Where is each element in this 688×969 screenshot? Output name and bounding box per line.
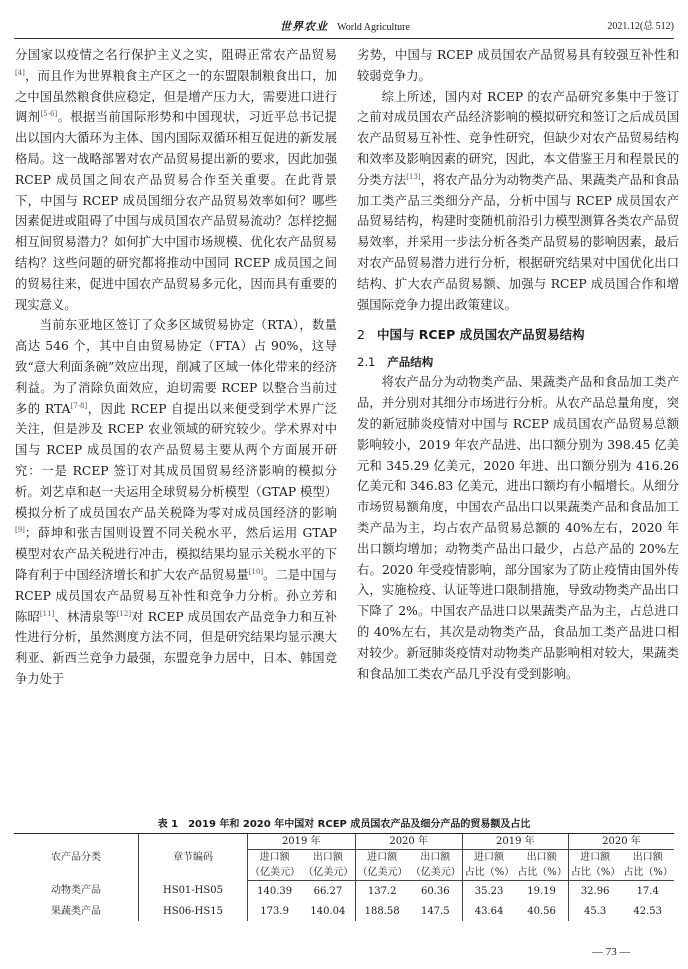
- journal-logo-english: World Agriculture: [337, 21, 410, 33]
- column-subheader: [301, 850, 355, 881]
- code-cell: HS01-HS05: [139, 881, 248, 902]
- left-text-column: [15, 45, 337, 690]
- column-subheader-line: （亿美元）: [410, 867, 461, 878]
- column-subheader-line: 占比（%）: [570, 867, 621, 878]
- value-cell: 17.4: [636, 885, 659, 897]
- column-subheader-line: 出口额: [526, 852, 557, 863]
- column-subheader-line: （亿美元）: [250, 867, 300, 878]
- table-header-row: [14, 834, 674, 850]
- citation-ref: [9]: [15, 526, 25, 535]
- column-subheader: [568, 850, 621, 881]
- citation-ref: [4]: [15, 68, 25, 77]
- paragraph-text: ，而且作为世界粮食主产区之一的东盟限制粮食出口，加之中国虽然粮食供应稳定，但是增产压力大，需要进口进行调剂: [15, 68, 337, 125]
- paragraph-text: 。根据当前国际形势和中国现状，习近平总书记提出以国内大循环为主体、国内国际双循环相互促进的新发展格局。这一战略部署对农产品贸易提出新的要求，因此加强 RCEP 成员国之间农产品贸易合作至关重要。在此背景下，中国与 RCEP 成员国细分农产品贸易效率如何？哪些因素促进或阻碍了中国与成员国农产品贸易流动？怎样挖掘相互间贸易潜力？如何扩大中国市场规模、优化农产品贸易结构？这些问题的研究都将推动中国同 RCEP 成员国之间的贸易往来，促进中国农产品贸易多元化，因而具有重要的现实意义。: [15, 110, 337, 312]
- column-subheader-line: 进口额: [580, 852, 611, 863]
- value-cell: 45.3: [584, 905, 607, 917]
- table-row: [14, 881, 674, 902]
- value-cell: 66.27: [301, 881, 355, 902]
- value-cell: 147.5: [409, 901, 462, 921]
- paragraph-text: 劣势，中国与 RCEP 成员国农产品贸易具有较强互补性和较弱竞争力。: [357, 48, 679, 83]
- paragraph-text: 。二是中国与 RCEP 成员国农产品贸易互补性和竞争力分析。孙立芳和陈昭: [15, 567, 337, 624]
- value-cell: 60.36: [409, 881, 462, 902]
- journal-logo-chinese: 世界农业: [280, 19, 328, 33]
- paragraph-text: 对 RCEP 成员国农产品竞争力和互补性进行分析，虽然测度方法不同，但是研究结果均显示澳大利亚、新西兰竞争力最强，东盟竞争力居中，日本、韩国竞争力处于: [15, 609, 337, 686]
- value-cell: 35.23: [474, 885, 504, 897]
- page-number: — 73 —: [592, 946, 631, 958]
- heading-text: 中国与 RCEP 成员国农产品贸易结构: [376, 327, 585, 343]
- body-paragraph: [357, 372, 679, 684]
- category-cell: 果蔬类产品: [14, 901, 139, 921]
- heading-number: 2.1: [357, 355, 376, 370]
- column-subheader-line: 进口额: [367, 852, 398, 863]
- paragraph-text: ；薛坤和张吉国则设置不同关税水平，然后运用 GTAP 模型对农产品关税进行冲击，模拟结果均显示关税水平的下降有利于中国经济增长和扩大农产品贸易量: [15, 526, 337, 582]
- paragraph-text: ，将农产品分为动物类产品、果蔬类产品和食品加工类产品三类细分产品，分析中国与 RCEP 成员国农产品贸易结构，构建时变随机前沿引力模型测算各类农产品贸易效率，并采用一步法分析各类产品贸易的影响因素，最后对农产品贸易潜力进行分析，根据研究结果对中国优化出口结构、扩大农产品贸易额、加强与 RCEP 成员国合作和增强国际竞争力提出政策建议。: [357, 172, 679, 312]
- column-header-category: 农产品分类: [14, 834, 139, 881]
- column-subheader-line: 占比（%）: [517, 867, 567, 878]
- column-subheader: [409, 850, 462, 881]
- heading-text: 产品结构: [387, 355, 434, 370]
- column-header-code: 章节编码: [139, 834, 248, 881]
- column-subheader-line: 出口额: [420, 852, 451, 863]
- column-subheader-line: （亿美元）: [303, 867, 354, 878]
- column-subheader: [515, 850, 568, 881]
- column-subheader-line: 出口额: [312, 852, 343, 863]
- citation-ref: [10]: [248, 567, 264, 576]
- value-cell: 140.04: [301, 901, 355, 921]
- column-subheader-line: 占比（%）: [464, 867, 515, 878]
- value-cell: 137.2: [367, 885, 397, 897]
- value-cell: 32.96: [580, 885, 610, 897]
- paragraph-text: 综上所述，国内对 RCEP 的农产品研究多集中于签订之前对成员国农产品经济影响的模拟研究和签订之后成员国农产品贸易互补性、竞争性研究，但缺少对农产品贸易结构和效率及影响因素的研究，因此，本文借鉴王月和程景民的分类方法: [357, 89, 679, 187]
- citation-ref: [5-6]: [40, 110, 58, 119]
- citation-ref: [12]: [116, 609, 132, 618]
- column-subheader: [248, 850, 302, 881]
- paragraph-text: 分国家以疫情之名行保护主义之实，阻碍正常农产品贸易: [15, 48, 337, 62]
- body-paragraph: [357, 45, 679, 87]
- right-text-column: [357, 45, 679, 684]
- column-subheader-line: （亿美元）: [357, 867, 408, 878]
- trade-data-table: [14, 833, 674, 921]
- citation-ref: [7-8]: [70, 401, 88, 410]
- body-paragraph: [357, 87, 679, 316]
- heading-number: 2: [357, 327, 365, 343]
- column-subheader: [621, 850, 674, 881]
- column-group-header: 2019 年: [248, 834, 356, 850]
- body-paragraph: [15, 315, 337, 689]
- journal-logo: [14, 15, 410, 34]
- issue-label: 2021.12(总 512): [607, 20, 674, 32]
- subsection-heading: [357, 352, 679, 372]
- table-body: [14, 881, 674, 922]
- column-subheader-line: 占比（%）: [623, 867, 673, 878]
- value-cell: 173.9: [260, 905, 289, 917]
- value-cell: 19.19: [515, 881, 568, 902]
- paragraph-text: 、林清泉等: [54, 609, 117, 624]
- body-paragraph: [15, 45, 337, 315]
- value-cell: 188.58: [364, 905, 400, 917]
- paragraph-text: 当前东亚地区签订了众多区域贸易协定（RTA），数量高达 546 个，其中自由贸易协定（FTA）占 90%，这导致“意大利面条碗”效应出现，削减了区域一体化带来的经济利益。为了消除负面效应，迫切需要 RCEP 以整合当前过多的 RTA: [15, 318, 337, 416]
- value-cell: 140.39: [257, 885, 293, 897]
- value-cell: 42.53: [633, 905, 663, 917]
- paragraph-text: ，因此 RCEP 自提出以来便受到学术界广泛关注，但是涉及 RCEP 农业领域的研究较少。学术界对中国与 RCEP 成员国的农产品贸易主要从两个方面展开研究：一是 RCEP 签订对其成员国贸易经济影响的模拟分析。刘艺卓和赵一夫运用全球贸易分析模型（GTAP 模型）模拟分析了成员国农产品关税降为零对成员国经济的影响: [15, 401, 337, 520]
- column-subheader: [462, 850, 515, 881]
- column-group-header: 2019 年: [462, 834, 568, 850]
- table-caption: 表 1 2019 年和 2020 年中国对 RCEP 成员国农产品及细分产品的贸易额及占比: [157, 819, 531, 830]
- citation-ref: [11]: [39, 609, 55, 618]
- paragraph-text: 将农产品分为动物类产品、果蔬类产品和食品加工类产品，并分别对其细分市场进行分析。从农产品总量角度，突发的新冠肺炎疫情对中国与 RCEP 成员国农产品贸易总额影响较小，2019 年农产品进、出口额分别为 398.45 亿美元和 345.29 亿美元，2020 年进、出口额分别为 416.26 亿美元和 346.83 亿美元，进出口额均有小幅增长。从细分市场贸易额角度，中国农产品出口以果蔬类产品和食品加工类产品为主，均占农产品贸易总额的 40%左右，2020 年出口额均增加；动物类产品出口最少，占总产品的 20%左右。2020 年受疫情影响，部分国家为了防止疫情由国外传入，实施检疫、认证等进口限制措施，导致动物类产品出口下降了 2%。中国农产品进口以果蔬类产品为主，占总进口的 40%左右，其次是动物类产品，食品加工类产品进口相对较少。新冠肺炎疫情对动物类产品影响相对较大，果蔬类和食品加工类农产品几乎没有受到影响。: [357, 375, 679, 681]
- column-subheader-line: 进口额: [474, 852, 505, 863]
- section-heading: [357, 325, 679, 345]
- column-subheader: [355, 850, 409, 881]
- page-header: [14, 10, 674, 39]
- column-group-header: 2020 年: [355, 834, 462, 850]
- citation-ref: [13]: [406, 172, 421, 181]
- table-row: [14, 901, 674, 921]
- value-cell: 40.56: [515, 901, 568, 921]
- column-subheader-line: 进口额: [259, 852, 290, 863]
- column-group-header: 2020 年: [568, 834, 674, 850]
- value-cell: 43.64: [474, 905, 504, 917]
- column-subheader-line: 出口额: [632, 852, 663, 863]
- category-cell: 动物类产品: [14, 881, 139, 902]
- code-cell: HS06-HS15: [139, 901, 248, 921]
